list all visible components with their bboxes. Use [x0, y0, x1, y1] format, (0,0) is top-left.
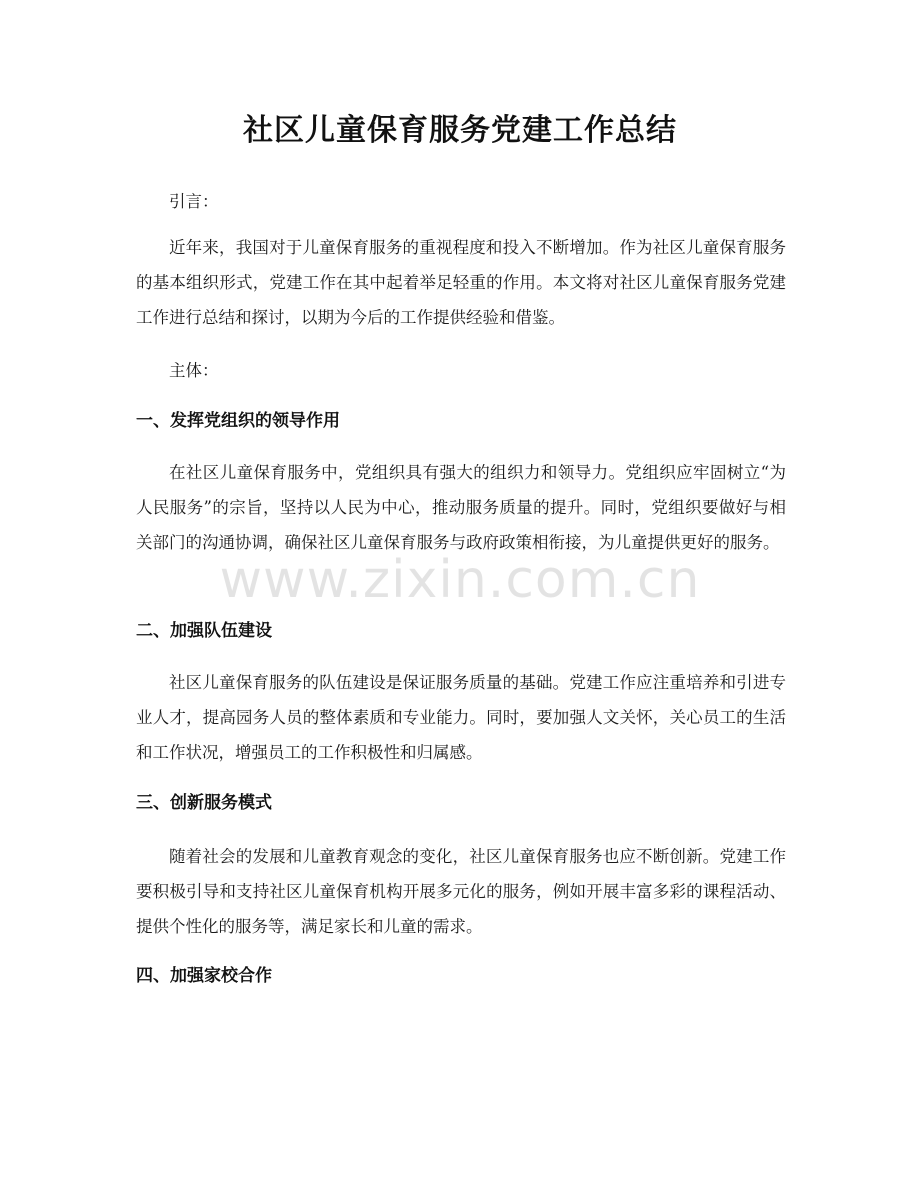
- watermark-text: www.zixin.com.cn: [219, 550, 701, 610]
- document-title: 社区儿童保育服务党建工作总结: [243, 113, 677, 148]
- section-paragraph-3: 随着社会的发展和儿童教育观念的变化，社区儿童保育服务也应不断创新。党建工作要积极引导和支持社区儿童保育机构开展多元化的服务，例如开展丰富多彩的课程活动、提供个性化的服务等，满足家长和儿童的需求。: [136, 847, 786, 936]
- intro-paragraph: 近年来，我国对于儿童保育服务的重视程度和投入不断增加。作为社区儿童保育服务的基本组织形式，党建工作在其中起着举足轻重的作用。本文将对社区儿童保育服务党建工作进行总结和探讨，以期为今后的工作提供经验和借鉴。: [136, 238, 786, 327]
- section-heading-1: 一、发挥党组织的领导作用: [136, 411, 340, 431]
- section-paragraph-2: 社区儿童保育服务的队伍建设是保证服务质量的基础。党建工作应注重培养和引进专业人才，提高园务人员的整体素质和专业能力。同时，要加强人文关怀，关心员工的生活和工作状况，增强员工的工作积极性和归属感。: [136, 673, 786, 762]
- section-heading-3: 三、创新服务模式: [136, 793, 272, 813]
- intro-label: 引言：: [169, 192, 219, 211]
- section-heading-2: 二、加强队伍建设: [136, 621, 272, 641]
- section-heading-4: 四、加强家校合作: [136, 966, 272, 986]
- section-paragraph-1: 在社区儿童保育服务中，党组织具有强大的组织力和领导力。党组织应牢固树立“为人民服务”的宗旨，坚持以人民为中心，推动服务质量的提升。同时，党组织要做好与相关部门的沟通协调，确保社区儿童保育服务与政府政策相衔接，为儿童提供更好的服务。: [136, 463, 786, 552]
- body-label: 主体：: [169, 361, 219, 380]
